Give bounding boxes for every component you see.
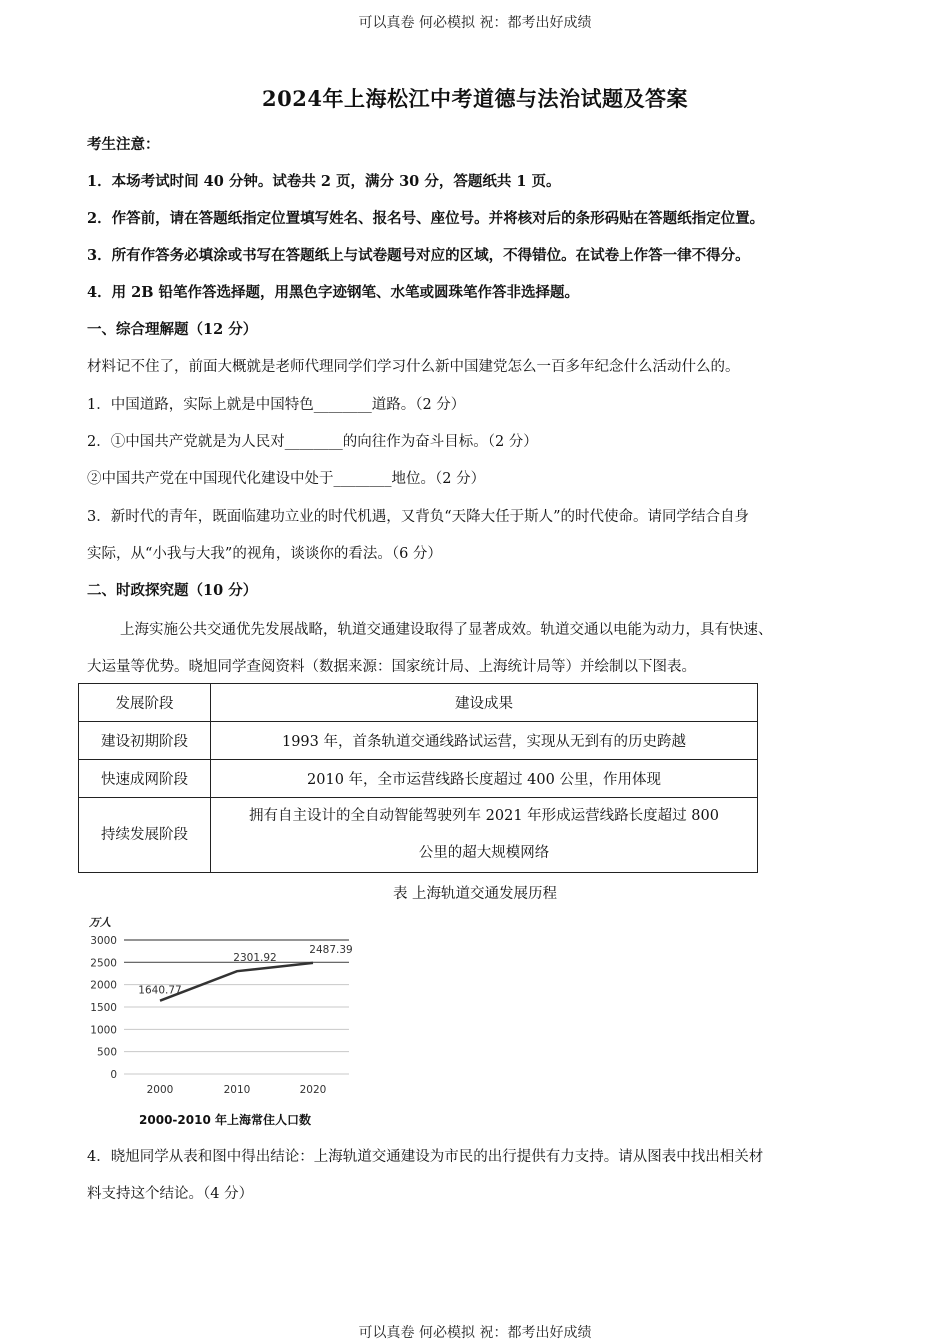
- population-chart: [87, 912, 362, 1134]
- table-cell-result: 2010 年，全市运营线路长度超过 400 公里，作用体现: [211, 760, 758, 798]
- section1-heading: 一、综合理解题（12 分）: [87, 321, 258, 338]
- notice-heading: 考生注意：: [87, 136, 160, 153]
- table-header-row: [79, 684, 758, 722]
- chart-ylabel: 万人: [89, 916, 111, 929]
- table-header-cell: 发展阶段: [79, 684, 211, 722]
- header-banner: 可以真卷 何必模拟 祝：都考出好成绩: [358, 15, 592, 31]
- table-cell-result-line1: 拥有自主设计的全自动智能驾驶列车 2021 年形成运营线路长度超过 800: [249, 808, 719, 824]
- table-cell-stage: 建设初期阶段: [79, 722, 211, 760]
- question-3-line2: 实际，从“小我与大我”的视角，谈谈你的看法。（6 分）: [87, 546, 442, 562]
- table-cell-result: [211, 798, 758, 873]
- chart-ytick-label: 1000: [90, 1024, 117, 1037]
- table-row: [79, 760, 758, 798]
- section2-para-line1: 上海实施公共交通优先发展战略，轨道交通建设取得了显著成效。轨道交通以电能为动力，具有快速、: [120, 622, 773, 638]
- chart-ytick-label: 3000: [90, 935, 117, 947]
- table-header-cell: 建设成果: [211, 684, 758, 722]
- chart-ytick-label: 2500: [90, 957, 117, 970]
- question-2b: ②中国共产党在中国现代化建设中处于________地位。（2 分）: [87, 471, 486, 487]
- page-title: 2024年上海松江中考道德与法治试题及答案: [262, 86, 688, 111]
- section2-para-line2: 大运量等优势。晓旭同学查阅资料（数据来源：国家统计局、上海统计局等）并绘制以下图表。: [87, 659, 696, 675]
- chart-xtick-label: 2000: [146, 1084, 174, 1096]
- table-cell-result: 1993 年，首条轨道交通线路试运营，实现从无到有的历史跨越: [211, 722, 758, 760]
- question-3-line1: 3．新时代的青年，既面临建功立业的时代机遇，又背负“天降大任于斯人”的时代使命。请同学结合自身: [87, 509, 750, 525]
- section2-heading: 二、时政探究题（10 分）: [87, 582, 258, 599]
- notice-item-4: 4．用 2B 铅笔作答选择题，用黑色字迹钢笔、水笔或圆珠笔作答非选择题。: [87, 284, 580, 301]
- section1-material: 材料记不住了，前面大概就是老师代理同学们学习什么新中国建党怎么一百多年纪念什么活动什么的。: [87, 359, 740, 375]
- chart-ytick-label: 2000: [90, 979, 117, 992]
- table-cell-result-line2: 公里的超大规模网络: [418, 845, 550, 861]
- question-4-line1: 4．晓旭同学从表和图中得出结论：上海轨道交通建设为市民的出行提供有力支持。请从图表中找出相关材: [87, 1149, 764, 1165]
- notice-item-3: 3．所有作答务必填涂或书写在答题纸上与试卷题号对应的区域，不得错位。在试卷上作答一律不得分。: [87, 247, 750, 264]
- chart-xtick-label: 2020: [299, 1084, 327, 1096]
- question-2a: 2．①中国共产党就是为人民对________的向往作为奋斗目标。（2 分）: [87, 434, 538, 450]
- population-chart-svg: [87, 912, 362, 1134]
- notice-item-2: 2．作答前，请在答题纸指定位置填写姓名、报名号、座位号。并将核对后的条形码贴在答题纸指定位置。: [87, 210, 765, 227]
- chart-data-label: 2301.92: [233, 952, 277, 965]
- chart-ytick-label: 1500: [90, 1002, 117, 1014]
- table-row: [79, 798, 758, 873]
- development-table: [78, 683, 758, 873]
- table-row: [79, 722, 758, 760]
- chart-data-label: 1640.77: [138, 984, 182, 997]
- notice-item-1: 1．本场考试时间 40 分钟。试卷共 2 页，满分 30 分，答题纸共 1 页。: [87, 173, 561, 190]
- table-caption: 表 上海轨道交通发展历程: [392, 886, 558, 902]
- table-cell-stage: 快速成网阶段: [79, 760, 211, 798]
- chart-title: 2000-2010 年上海常住人口数: [139, 1113, 311, 1127]
- chart-ytick-label: 0: [110, 1069, 117, 1081]
- chart-ytick-label: 500: [96, 1046, 117, 1059]
- table-cell-stage: 持续发展阶段: [79, 798, 211, 873]
- chart-data-label: 2487.39: [309, 943, 353, 956]
- question-1: 1．中国道路，实际上就是中国特色________道路。（2 分）: [87, 397, 466, 413]
- chart-series-line: [160, 963, 313, 1001]
- question-4-line2: 料支持这个结论。（4 分）: [87, 1186, 254, 1202]
- chart-xtick-label: 2010: [223, 1084, 251, 1096]
- footer-banner: 可以真卷 何必模拟 祝：都考出好成绩: [358, 1325, 592, 1341]
